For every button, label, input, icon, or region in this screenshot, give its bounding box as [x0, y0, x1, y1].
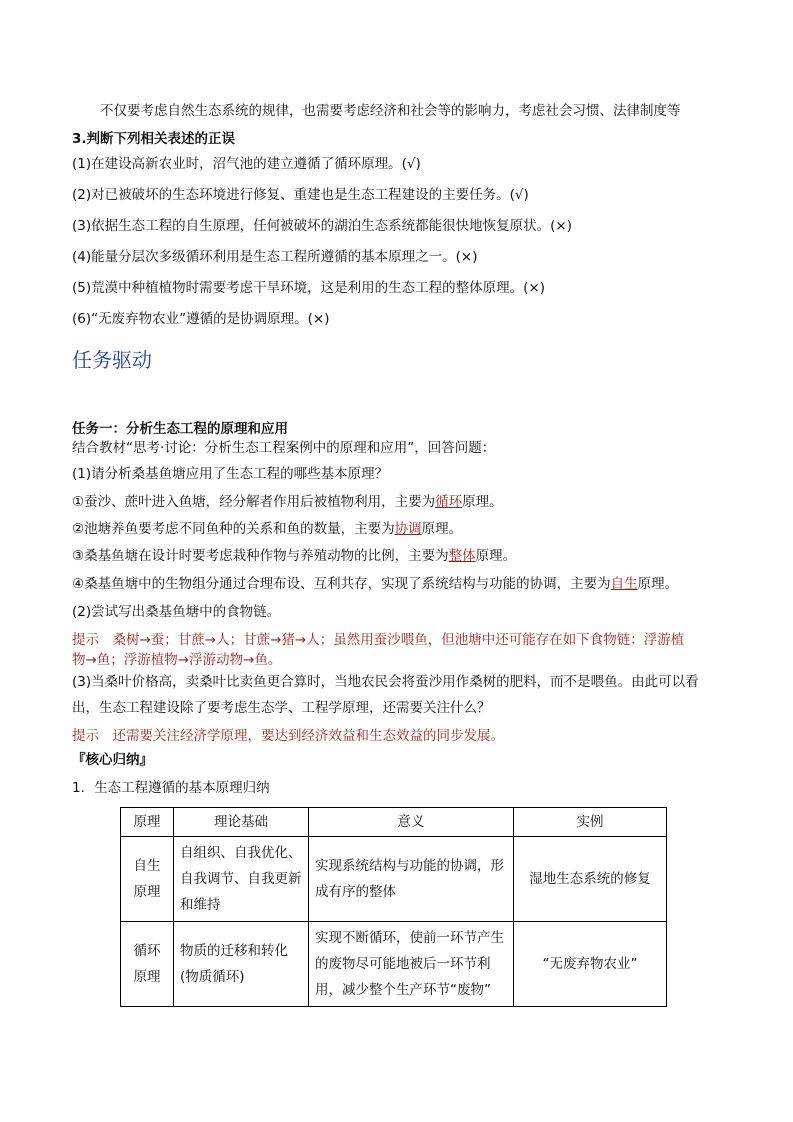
question-2: (2)尝试写出桑基鱼塘中的食物链。 [72, 604, 281, 620]
judge-item-3: (3)依据生态工程的自生原理，任何被破坏的湖泊生态系统都能很快地恢复原状。(×) [72, 218, 572, 234]
judge-item-6: (6)“无废弃物农业”遵循的是协调原理。(×) [72, 311, 330, 327]
principle-basis: 物质的迁移和转化(物质循环) [174, 922, 309, 1007]
judge-item-5: (5)荒漠中种植植物时需要考虑干旱环境，这是利用的生态工程的整体原理。(×) [72, 280, 545, 296]
answer-1-item: ③桑基鱼塘在设计时要考虑栽种作物与养殖动物的比例，主要为整体原理。 [72, 548, 517, 564]
principle-meaning: 实现不断循环，使前一环节产生的废物尽可能地被后一环节利用，减少整个生产环节“废物” [309, 922, 514, 1007]
core-subtitle: 1．生态工程遵循的基本原理归纳 [72, 780, 270, 796]
table-header: 原理 [121, 808, 174, 837]
judge-item-2: (2)对已被破坏的生态环境进行修复、重建也是生态工程建设的主要任务。(√) [72, 187, 529, 203]
judge-item-4: (4)能量分层次多级循环利用是生态工程所遵循的基本原理之一。(×) [72, 249, 478, 265]
principle-basis: 自组织、自我优化、自我调节、自我更新和维持 [174, 837, 309, 922]
principles-table [120, 807, 667, 1007]
hint-2-line-2: 物→鱼；浮游植物→浮游动物→鱼。 [72, 652, 282, 668]
hint-3: 提示 还需要关注经济学原理，要达到经济效益和生态效益的同步发展。 [72, 728, 504, 744]
answer-keyword: 循环 [435, 494, 463, 510]
question-3-line-2: 出，生态工程建设除了要考虑生态学、工程学原理，还需要关注什么？ [72, 700, 491, 716]
question-3-line-1: (3)当桑叶价格高，卖桑叶比卖鱼更合算时，当地农民会将蚕沙用作桑树的肥料，而不是喂鱼。由此可以看 [72, 674, 699, 690]
section-heading: 任务驱动 [72, 348, 152, 372]
answer-1-item: ④桑基鱼塘中的生物组分通过合理布设、互利共存，实现了系统结构与功能的协调，主要为自生原理。 [72, 576, 679, 592]
task-title: 任务一：分析生态工程的原理和应用 [72, 421, 288, 437]
answer-keyword: 整体 [448, 548, 476, 564]
principle-example: 湿地生态系统的修复 [514, 837, 667, 922]
question-1: (1)请分析桑基鱼塘应用了生态工程的哪些基本原理？ [72, 466, 389, 482]
answer-1-item: ②池塘养鱼要考虑不同鱼种的关系和鱼的数量，主要为协调原理。 [72, 521, 463, 537]
answer-keyword: 自生 [610, 576, 638, 592]
principle-name: 循环原理 [121, 922, 174, 1007]
answer-keyword: 协调 [394, 521, 422, 537]
table-header: 意义 [309, 808, 514, 837]
judge-item-1: (1)在建设高新农业时，沼气池的建立遵循了循环原理。(√) [72, 156, 421, 172]
hint-2-line-1: 提示 桑树→蚕；甘蔗→人；甘蔗→猪→人；虽然用蚕沙喂鱼，但池塘中还可能存在如下食物链：浮游植 [72, 632, 685, 648]
answer-1-item: ①蚕沙、蔗叶进入鱼塘，经分解者作用后被植物利用，主要为循环原理。 [72, 494, 503, 510]
core-title: 『核心归纳』 [72, 752, 153, 768]
table-row [121, 837, 667, 922]
table-header-row [121, 808, 667, 837]
judge-title: 3.判断下列相关表述的正误 [72, 131, 236, 147]
table-header: 理论基础 [174, 808, 309, 837]
table-row [121, 922, 667, 1007]
principle-example: “无废弃物农业” [514, 922, 667, 1007]
task-prompt: 结合教材“思考·讨论：分析生态工程案例中的原理和应用”，回答问题： [72, 440, 496, 456]
principle-meaning: 实现系统结构与功能的协调，形成有序的整体 [309, 837, 514, 922]
table-header: 实例 [514, 808, 667, 837]
principle-name: 自生原理 [121, 837, 174, 922]
intro-text: 不仅要考虑自然生态系统的规律，也需要考虑经济和社会等的影响力，考虑社会习惯、法律制度等 [100, 103, 681, 119]
